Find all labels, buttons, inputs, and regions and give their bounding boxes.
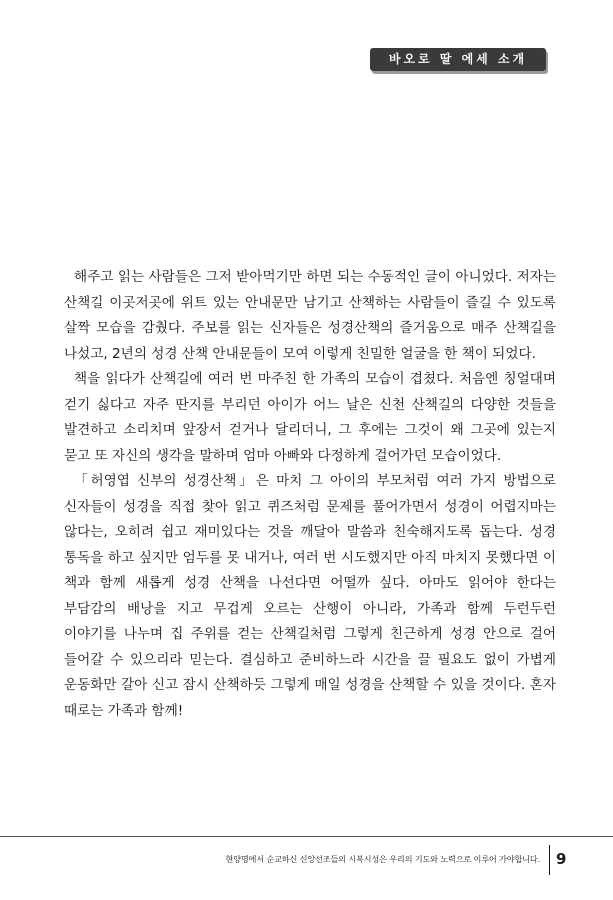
body-paragraph-2: 책을 읽다가 산책길에 여러 번 마주친 한 가족의 모습이 겹쳤다. 처음엔 칭얼대며 걷기 싫다고 자주 딴지를 부리던 아이가 어느 날은 신천 산책길의 다양한 것들을 발견하고 소리치며 앞장서 걷거나 달리더니, 그 후에는 그것이 왜 그곳에 있는지 묻고 또 자신의 생각을 말하며 엄마 아빠와 다정하게 걸어가던 모습이었다. [64, 371, 556, 464]
article-body [64, 265, 556, 724]
footer-motto: 현양명에서 순교하신 신앙선조들의 시복시성은 우리의 기도와 노력으로 이루어 가야합니다. [225, 854, 540, 864]
body-paragraph-1: 해주고 읽는 사람들은 그저 받아먹기만 하면 되는 수동적인 글이 아니었다. 저자는 산책길 이곳저곳에 위트 있는 안내문만 남기고 산책하는 사람들이 즐길 수 있도록 살짝 모습을 감췄다. 주보를 읽는 신자들은 성경산책의 즐거움으로 매주 산책길을 나섰고, 2년의 성경 산책 안내문들이 모여 이렇게 친밀한 얼굴을 한 책이 되었다. [64, 269, 556, 362]
body-paragraph-3: 「허영엽 신부의 성경산책」은 마치 그 아이의 부모처럼 여러 가지 방법으로 신자들이 성경을 직접 찾아 읽고 퀴즈처럼 문제를 풀어가면서 성경이 어렵지마는 않다는, 오히려 쉽고 재미있다는 것을 깨달아 말씀과 친숙해지도록 돕는다. 성경 통독을 하고 싶지만 엄두를 못 내거나, 여러 번 시도했지만 아직 마치지 못했다면 이 책과 함께 새롭게 성경 산책을 나선다면 어떨까 싶다. 아마도 읽어야 한다는 부담감의 배낭을 지고 무겁게 오르는 산행이 아니라, 가족과 함께 두런두런 이야기를 나누며 집 주위를 걷는 산책길처럼 그렇게 친근하게 성경 안으로 걸어 들어갈 수 있으리라 믿는다. 결심하고 준비하느라 시간을 끌 필요도 없이 가볍게 운동화만 갈아 신고 잠시 산책하듯 그렇게 매일 성경을 산책할 수 있을 것이다. 혼자 때로는 가족과 함께! [64, 473, 556, 719]
section-badge: 바오로 딸 에세 소개 [370, 48, 546, 71]
page-number: 9 [556, 850, 567, 868]
footer-rule [0, 836, 613, 837]
footer-divider [549, 845, 550, 875]
